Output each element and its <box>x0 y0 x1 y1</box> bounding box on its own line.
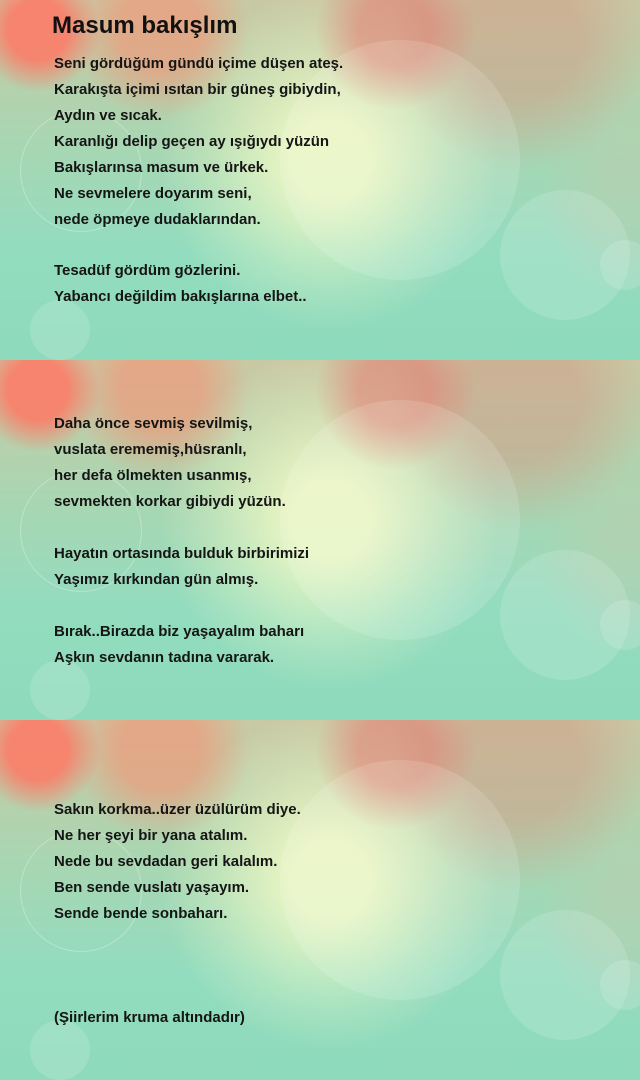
poem-panel-1 <box>0 0 640 360</box>
poem-line: Nede bu sevdadan geri kalalım. <box>54 853 278 870</box>
stanza-5 <box>54 619 304 671</box>
poem-line: Sakın korkma..üzer üzülürüm diye. <box>54 801 301 818</box>
bokeh-bubble <box>280 760 520 1000</box>
poem-line: Daha önce sevmiş sevilmiş, <box>54 415 253 432</box>
poem-line: Sende bende sonbaharı. <box>54 905 228 922</box>
poem-line: Hayatın ortasında bulduk birbirimizi <box>54 545 310 562</box>
poem-title: Masum bakışlım <box>52 12 238 39</box>
copyright-note <box>54 1005 245 1031</box>
poem-line: Aşkın sevdanın tadına vararak. <box>54 649 275 666</box>
poem-line: Bırak..Birazda biz yaşayalım baharı <box>54 623 305 640</box>
poem-line: Yaşımız kırkından gün almış. <box>54 571 259 588</box>
stanza-2 <box>54 258 307 310</box>
stanza-4 <box>54 541 309 593</box>
copyright-text: (Şiirlerim kruma altındadır) <box>54 1009 245 1026</box>
poem-line: Karanlığı delip geçen ay ışığıydı yüzün <box>54 133 330 150</box>
stanza-6 <box>54 797 301 927</box>
poem-panel-3 <box>0 720 640 1080</box>
poem-line: Aydın ve sıcak. <box>54 107 162 124</box>
poem-line: nede öpmeye dudaklarından. <box>54 211 261 228</box>
poem-panel-2 <box>0 360 640 720</box>
stanza-3 <box>54 411 286 515</box>
poem-line: Bakışlarınsa masum ve ürkek. <box>54 159 269 176</box>
poem-line: sevmekten korkar gibiydi yüzün. <box>54 493 286 510</box>
poem-line: Yabancı değildim bakışlarına elbet.. <box>54 288 307 305</box>
poem-line: Tesadüf gördüm gözlerini. <box>54 262 241 279</box>
poem-line: vuslata erememiş,hüsranlı, <box>54 441 247 458</box>
poem-line: Ne her şeyi bir yana atalım. <box>54 827 248 844</box>
stanza-1 <box>54 51 343 233</box>
poem-line: Karakışta içimi ısıtan bir güneş gibiydin, <box>54 81 341 98</box>
poem-line: her defa ölmekten usanmış, <box>54 467 252 484</box>
bokeh-bubble <box>280 400 520 640</box>
poem-line: Seni gördüğüm gündü içime düşen ateş. <box>54 55 344 72</box>
poem-line: Ben sende vuslatı yaşayım. <box>54 879 250 896</box>
poem-line: Ne sevmelere doyarım seni, <box>54 185 252 202</box>
